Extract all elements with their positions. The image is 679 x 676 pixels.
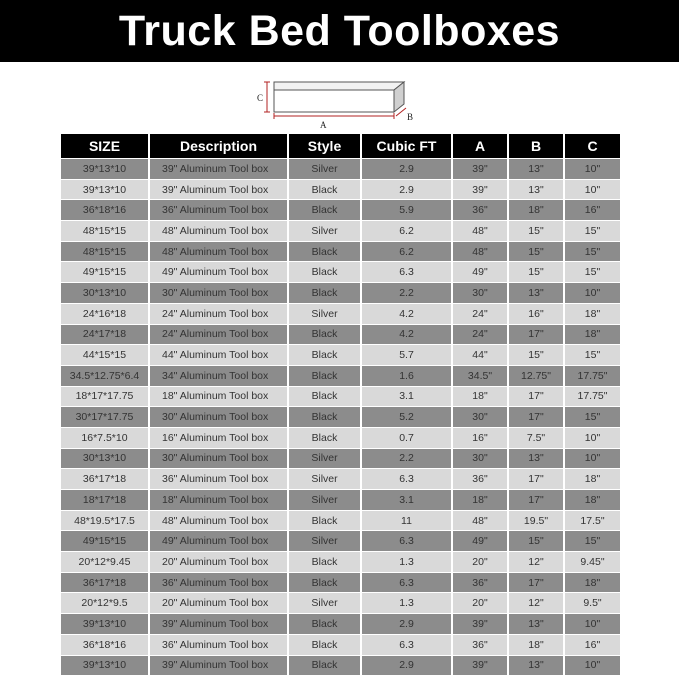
cell-c: 10" (565, 428, 620, 448)
cell-size: 48*15*15 (61, 221, 148, 241)
cell-a: 16" (453, 428, 507, 448)
cell-size: 49*15*15 (61, 531, 148, 551)
table-row (61, 159, 620, 179)
cell-style: Black (289, 407, 360, 427)
table-row (61, 573, 620, 593)
cell-b: 15" (509, 345, 563, 365)
header-style: Style (289, 134, 360, 158)
cell-c: 10" (565, 656, 620, 676)
table-row (61, 428, 620, 448)
table-row (61, 469, 620, 489)
cell-a: 49" (453, 531, 507, 551)
dimension-c-label: C (257, 93, 264, 103)
cell-a: 30" (453, 283, 507, 303)
cell-cubic-ft: 6.3 (362, 573, 451, 593)
cell-size: 36*17*18 (61, 469, 148, 489)
table-row (61, 449, 620, 469)
cell-b: 16" (509, 304, 563, 324)
cell-b: 13" (509, 180, 563, 200)
cell-size: 36*17*18 (61, 573, 148, 593)
cell-size: 16*7.5*10 (61, 428, 148, 448)
cell-size: 24*16*18 (61, 304, 148, 324)
cell-cubic-ft: 4.2 (362, 325, 451, 345)
cell-size: 36*18*16 (61, 200, 148, 220)
cell-c: 15" (565, 242, 620, 262)
cell-size: 30*13*10 (61, 449, 148, 469)
cell-description: 20" Aluminum Tool box (150, 552, 287, 572)
cell-c: 9.45" (565, 552, 620, 572)
cell-a: 30" (453, 407, 507, 427)
header-description: Description (150, 134, 287, 158)
cell-style: Black (289, 262, 360, 282)
cell-style: Black (289, 656, 360, 676)
cell-description: 16" Aluminum Tool box (150, 428, 287, 448)
cell-size: 20*12*9.45 (61, 552, 148, 572)
cell-b: 18" (509, 635, 563, 655)
cell-cubic-ft: 6.3 (362, 635, 451, 655)
cell-c: 15" (565, 531, 620, 551)
cell-style: Silver (289, 221, 360, 241)
cell-description: 18" Aluminum Tool box (150, 387, 287, 407)
cell-a: 49" (453, 262, 507, 282)
cell-c: 18" (565, 304, 620, 324)
table-row (61, 242, 620, 262)
cell-cubic-ft: 6.3 (362, 262, 451, 282)
cell-b: 19.5" (509, 511, 563, 531)
dimension-b-label: B (407, 112, 414, 122)
toolbox-spec-table (59, 133, 622, 676)
cell-a: 39" (453, 614, 507, 634)
cell-b: 17" (509, 469, 563, 489)
cell-b: 13" (509, 159, 563, 179)
cell-a: 44" (453, 345, 507, 365)
cell-description: 30" Aluminum Tool box (150, 449, 287, 469)
cell-cubic-ft: 2.2 (362, 283, 451, 303)
cell-style: Black (289, 283, 360, 303)
cell-description: 48" Aluminum Tool box (150, 242, 287, 262)
header-c: C (565, 134, 620, 158)
cell-size: 44*15*15 (61, 345, 148, 365)
cell-b: 15" (509, 242, 563, 262)
cell-a: 36" (453, 573, 507, 593)
header-b: B (509, 134, 563, 158)
cell-a: 34.5" (453, 366, 507, 386)
cell-style: Silver (289, 490, 360, 510)
cell-b: 17" (509, 573, 563, 593)
cell-c: 18" (565, 469, 620, 489)
table-row (61, 180, 620, 200)
cell-description: 44" Aluminum Tool box (150, 345, 287, 365)
cell-description: 39" Aluminum Tool box (150, 180, 287, 200)
cell-description: 18" Aluminum Tool box (150, 490, 287, 510)
table-row (61, 366, 620, 386)
cell-a: 36" (453, 200, 507, 220)
cell-description: 36" Aluminum Tool box (150, 635, 287, 655)
cell-a: 36" (453, 469, 507, 489)
cell-cubic-ft: 5.9 (362, 200, 451, 220)
cell-c: 15" (565, 407, 620, 427)
cell-b: 15" (509, 531, 563, 551)
cell-cubic-ft: 2.9 (362, 180, 451, 200)
cell-style: Black (289, 366, 360, 386)
cell-style: Black (289, 387, 360, 407)
cell-b: 12" (509, 593, 563, 613)
cell-b: 13" (509, 614, 563, 634)
header-size: SIZE (61, 134, 148, 158)
cell-cubic-ft: 1.3 (362, 552, 451, 572)
cell-style: Black (289, 325, 360, 345)
cell-size: 20*12*9.5 (61, 593, 148, 613)
cell-style: Silver (289, 159, 360, 179)
cell-style: Silver (289, 593, 360, 613)
cell-b: 17" (509, 490, 563, 510)
cell-c: 18" (565, 325, 620, 345)
cell-description: 48" Aluminum Tool box (150, 511, 287, 531)
cell-style: Silver (289, 304, 360, 324)
cell-a: 39" (453, 159, 507, 179)
cell-size: 18*17*18 (61, 490, 148, 510)
cell-style: Silver (289, 531, 360, 551)
cell-cubic-ft: 2.9 (362, 159, 451, 179)
cell-b: 17" (509, 387, 563, 407)
header-cubic-ft: Cubic FT (362, 134, 451, 158)
cell-cubic-ft: 1.6 (362, 366, 451, 386)
cell-b: 12.75" (509, 366, 563, 386)
table-row (61, 656, 620, 676)
cell-b: 18" (509, 200, 563, 220)
table-row (61, 614, 620, 634)
cell-description: 39" Aluminum Tool box (150, 159, 287, 179)
cell-style: Black (289, 614, 360, 634)
cell-c: 10" (565, 614, 620, 634)
cell-size: 34.5*12.75*6.4 (61, 366, 148, 386)
cell-description: 49" Aluminum Tool box (150, 531, 287, 551)
table-row (61, 531, 620, 551)
table-row (61, 304, 620, 324)
cell-cubic-ft: 1.3 (362, 593, 451, 613)
table-header-row (61, 134, 620, 158)
cell-cubic-ft: 2.9 (362, 614, 451, 634)
cell-description: 36" Aluminum Tool box (150, 573, 287, 593)
toolbox-outline-icon (274, 82, 404, 112)
table-row (61, 593, 620, 613)
cell-a: 39" (453, 180, 507, 200)
table-row (61, 387, 620, 407)
cell-size: 39*13*10 (61, 180, 148, 200)
cell-a: 18" (453, 387, 507, 407)
cell-a: 48" (453, 242, 507, 262)
cell-a: 24" (453, 325, 507, 345)
cell-b: 12" (509, 552, 563, 572)
table-row (61, 221, 620, 241)
cell-description: 34" Aluminum Tool box (150, 366, 287, 386)
cell-cubic-ft: 3.1 (362, 490, 451, 510)
cell-a: 24" (453, 304, 507, 324)
cell-c: 10" (565, 159, 620, 179)
cell-c: 9.5" (565, 593, 620, 613)
cell-cubic-ft: 4.2 (362, 304, 451, 324)
cell-cubic-ft: 2.9 (362, 656, 451, 676)
cell-style: Black (289, 511, 360, 531)
cell-b: 7.5" (509, 428, 563, 448)
cell-size: 39*13*10 (61, 656, 148, 676)
cell-description: 24" Aluminum Tool box (150, 304, 287, 324)
cell-a: 36" (453, 635, 507, 655)
cell-cubic-ft: 2.2 (362, 449, 451, 469)
cell-a: 48" (453, 221, 507, 241)
table-row (61, 325, 620, 345)
cell-size: 48*19.5*17.5 (61, 511, 148, 531)
cell-c: 10" (565, 180, 620, 200)
cell-b: 17" (509, 407, 563, 427)
cell-description: 49" Aluminum Tool box (150, 262, 287, 282)
cell-size: 39*13*10 (61, 614, 148, 634)
cell-a: 20" (453, 552, 507, 572)
cell-size: 18*17*17.75 (61, 387, 148, 407)
cell-a: 48" (453, 511, 507, 531)
cell-c: 16" (565, 635, 620, 655)
cell-cubic-ft: 6.3 (362, 469, 451, 489)
cell-style: Black (289, 635, 360, 655)
cell-cubic-ft: 6.3 (362, 531, 451, 551)
cell-cubic-ft: 6.2 (362, 221, 451, 241)
cell-c: 10" (565, 449, 620, 469)
header-a: A (453, 134, 507, 158)
cell-cubic-ft: 3.1 (362, 387, 451, 407)
table-row (61, 262, 620, 282)
cell-c: 17.75" (565, 366, 620, 386)
cell-cubic-ft: 0.7 (362, 428, 451, 448)
cell-c: 17.75" (565, 387, 620, 407)
cell-a: 30" (453, 449, 507, 469)
cell-c: 18" (565, 573, 620, 593)
cell-description: 48" Aluminum Tool box (150, 221, 287, 241)
cell-size: 36*18*16 (61, 635, 148, 655)
cell-style: Black (289, 573, 360, 593)
cell-description: 39" Aluminum Tool box (150, 656, 287, 676)
cell-style: Black (289, 180, 360, 200)
table-row (61, 200, 620, 220)
cell-description: 30" Aluminum Tool box (150, 407, 287, 427)
cell-a: 20" (453, 593, 507, 613)
cell-b: 17" (509, 325, 563, 345)
cell-c: 15" (565, 262, 620, 282)
cell-b: 15" (509, 262, 563, 282)
page-title: Truck Bed Toolboxes (118, 6, 561, 55)
cell-style: Black (289, 345, 360, 365)
cell-style: Silver (289, 449, 360, 469)
cell-style: Black (289, 552, 360, 572)
cell-c: 16" (565, 200, 620, 220)
cell-size: 30*17*17.75 (61, 407, 148, 427)
cell-style: Black (289, 242, 360, 262)
cell-size: 48*15*15 (61, 242, 148, 262)
cell-description: 39" Aluminum Tool box (150, 614, 287, 634)
cell-description: 24" Aluminum Tool box (150, 325, 287, 345)
cell-size: 49*15*15 (61, 262, 148, 282)
cell-style: Silver (289, 469, 360, 489)
cell-a: 39" (453, 656, 507, 676)
cell-description: 30" Aluminum Tool box (150, 283, 287, 303)
cell-b: 13" (509, 656, 563, 676)
table-row (61, 635, 620, 655)
cell-style: Black (289, 428, 360, 448)
cell-a: 18" (453, 490, 507, 510)
cell-b: 15" (509, 221, 563, 241)
cell-c: 17.5" (565, 511, 620, 531)
cell-cubic-ft: 11 (362, 511, 451, 531)
cell-description: 20" Aluminum Tool box (150, 593, 287, 613)
title-banner (0, 0, 679, 62)
cell-size: 24*17*18 (61, 325, 148, 345)
cell-description: 36" Aluminum Tool box (150, 469, 287, 489)
cell-size: 30*13*10 (61, 283, 148, 303)
toolbox-dimension-diagram (250, 68, 430, 132)
cell-c: 15" (565, 221, 620, 241)
cell-description: 36" Aluminum Tool box (150, 200, 287, 220)
table-row (61, 345, 620, 365)
dimension-a-label: A (320, 120, 327, 130)
table-row (61, 407, 620, 427)
table-body (61, 159, 620, 675)
cell-c: 10" (565, 283, 620, 303)
cell-b: 13" (509, 449, 563, 469)
cell-style: Black (289, 200, 360, 220)
cell-cubic-ft: 6.2 (362, 242, 451, 262)
table-row (61, 490, 620, 510)
cell-size: 39*13*10 (61, 159, 148, 179)
table-row (61, 511, 620, 531)
cell-cubic-ft: 5.2 (362, 407, 451, 427)
table-row (61, 283, 620, 303)
table-row (61, 552, 620, 572)
cell-cubic-ft: 5.7 (362, 345, 451, 365)
cell-c: 15" (565, 345, 620, 365)
cell-b: 13" (509, 283, 563, 303)
cell-c: 18" (565, 490, 620, 510)
